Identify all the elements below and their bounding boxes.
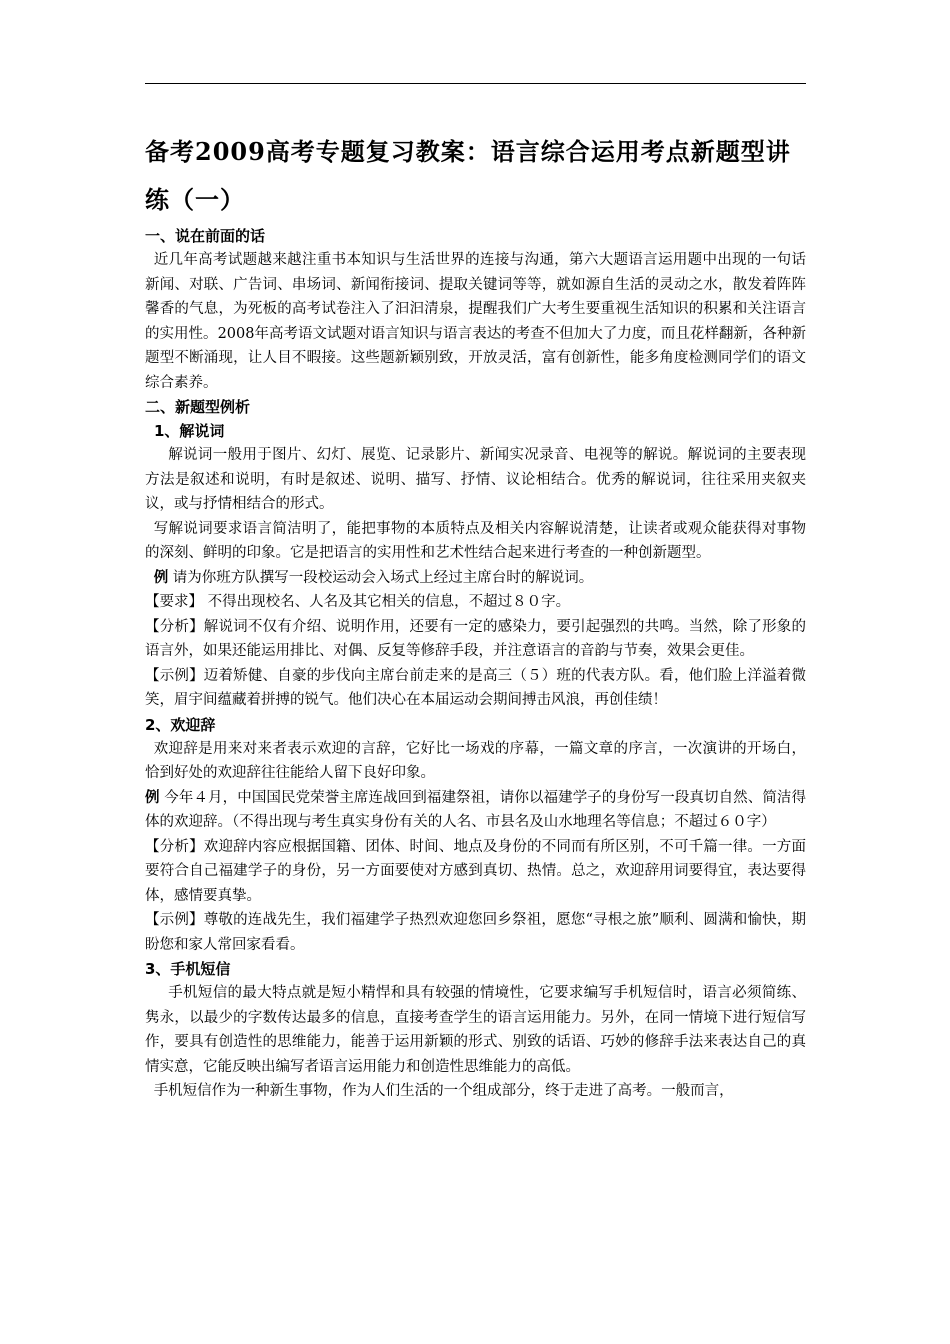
requirement-label: 【要求】 xyxy=(145,594,203,610)
welcome-example xyxy=(145,786,806,835)
analysis-text: 欢迎辞内容应根据国籍、团体、时间、地点及身份的不同而有所区别，不可千篇一律。一方面要符合自己福建学子的身份，另一方面要使对方感到真切、热情。总之，欢迎辞用词要得宜，表达要得体，感情要真挚。 xyxy=(145,838,807,904)
section-heading-intro: 一、说在前面的话 xyxy=(145,227,266,245)
subheading-commentary: 1、解说词 xyxy=(154,422,225,440)
requirement-text: 不得出现校名、人名及其它相关的信息，不超过８０字。 xyxy=(207,594,571,610)
commentary-paragraph-1: 解说词一般用于图片、幻灯、展览、记录影片、新闻实况录音、电视等的解说。解说词的主要表现方法是叙述和说明，有时是叙述、说明、描写、抒情、议论相结合。优秀的解说词，往往采用夹叙夹议，或与抒情相结合的形式。 xyxy=(145,447,806,512)
welcome-sample xyxy=(145,908,806,957)
analysis-text: 解说词不仅有介绍、说明作用，还要有一定的感染力，要引起强烈的共鸣。当然，除了形象的语言外，如果还能运用排比、对偶、反复等修辞手段，并注意语言的音韵与节奏，效果会更佳。 xyxy=(145,618,807,659)
example-text: 今年４月，中国国民党荣誉主席连战回到福建祭祖，请你以福建学子的身份写一段真切自然、简洁得体的欢迎辞。（不得出现与考生真实身份有关的人名、市县名及山水地理名等信息；不超过６０字） xyxy=(145,789,807,830)
analysis-label: 【分析】 xyxy=(145,838,204,855)
sample-text: 迈着矫健、自豪的步伐向主席台前走来的是高三（５）班的代表方队。看，他们脸上洋溢着微笑，眉宇间蕴藏着拼搏的锐气。他们决心在本届运动会期间搏击风浪，再创佳绩！ xyxy=(145,667,807,708)
example-label: 例 xyxy=(145,789,160,806)
analysis-label: 【分析】 xyxy=(145,618,204,635)
commentary-paragraph-2: 写解说词要求语言简洁明了，能把事物的本质特点及相关内容解说清楚，让读者或观众能获得对事物的深刻、鲜明的印象。它是把语言的实用性和艺术性结合起来进行考查的一种创新题型。 xyxy=(145,520,806,561)
sample-label: 【示例】 xyxy=(145,667,204,684)
welcome-analysis xyxy=(145,835,806,909)
section-heading-examples: 二、新题型例析 xyxy=(145,398,251,416)
sample-label: 【示例】 xyxy=(145,912,204,928)
sms-paragraph-1: 手机短信的最大特点就是短小精悍和具有较强的情境性，它要求编写手机短信时，语言必须简练、隽永，以最少的字数传达最多的信息，直接考查学生的语言运用能力。另外，在同一情境下进行短信写作，要具有创造性的思维能力，能善于运用新颖的形式、别致的话语、巧妙的修辞手法来表达自己的真情实意，它能反映出编写者语言运用能力和创造性思维能力的高低。 xyxy=(145,985,806,1075)
subheading-welcome: 2、欢迎辞 xyxy=(145,715,216,734)
sample-text: 尊敬的连战先生，我们福建学子热烈欢迎您回乡祭祖，愿您“寻根之旅”顺利、圆满和愉快，期盼您和家人常回家看看。 xyxy=(145,912,807,953)
commentary-analysis xyxy=(145,615,806,664)
commentary-example xyxy=(145,566,806,591)
example-text: 请为你班方队撰写一段校运动会入场式上经过主席台时的解说词。 xyxy=(172,569,594,586)
header-rule xyxy=(145,83,806,84)
intro-paragraph: 近几年高考试题越来越注重书本知识与生活世界的连接与沟通，第六大题语言运用题中出现的一句话新闻、对联、广告词、串场词、新闻衔接词、提取关键词等等，就如源自生活的灵动之水，散发着阵阵馨香的气息，为死板的高考试卷注入了汩汩清泉，提醒我们广大考生要重视生活知识的积累和关注语言的实用性。2008年高考语文试题对语言知识与语言表达的考查不但加大了力度，而且花样翻新，各种新题型不断涌现，让人目不暇接。这些题新颖别致，开放灵活，富有创新性，能多角度检测同学们的语文综合素养。 xyxy=(145,252,806,391)
document-title: 备考2009高考专题复习教案：语言综合运用考点新题型讲练（一） xyxy=(145,137,791,214)
commentary-sample xyxy=(145,664,806,713)
sms-paragraph-2: 手机短信作为一种新生事物，作为人们生活的一个组成部分，终于走进了高考。一般而言， xyxy=(153,1083,734,1099)
commentary-requirement xyxy=(145,590,806,615)
example-label: 例 xyxy=(153,569,169,586)
document-body xyxy=(145,128,806,1104)
welcome-paragraph-1: 欢迎辞是用来对来者表示欢迎的言辞，它好比一场戏的序幕，一篇文章的序言，一次演讲的开场白，恰到好处的欢迎辞往往能给人留下良好印象。 xyxy=(145,740,806,781)
subheading-sms: 3、手机短信 xyxy=(145,960,231,978)
